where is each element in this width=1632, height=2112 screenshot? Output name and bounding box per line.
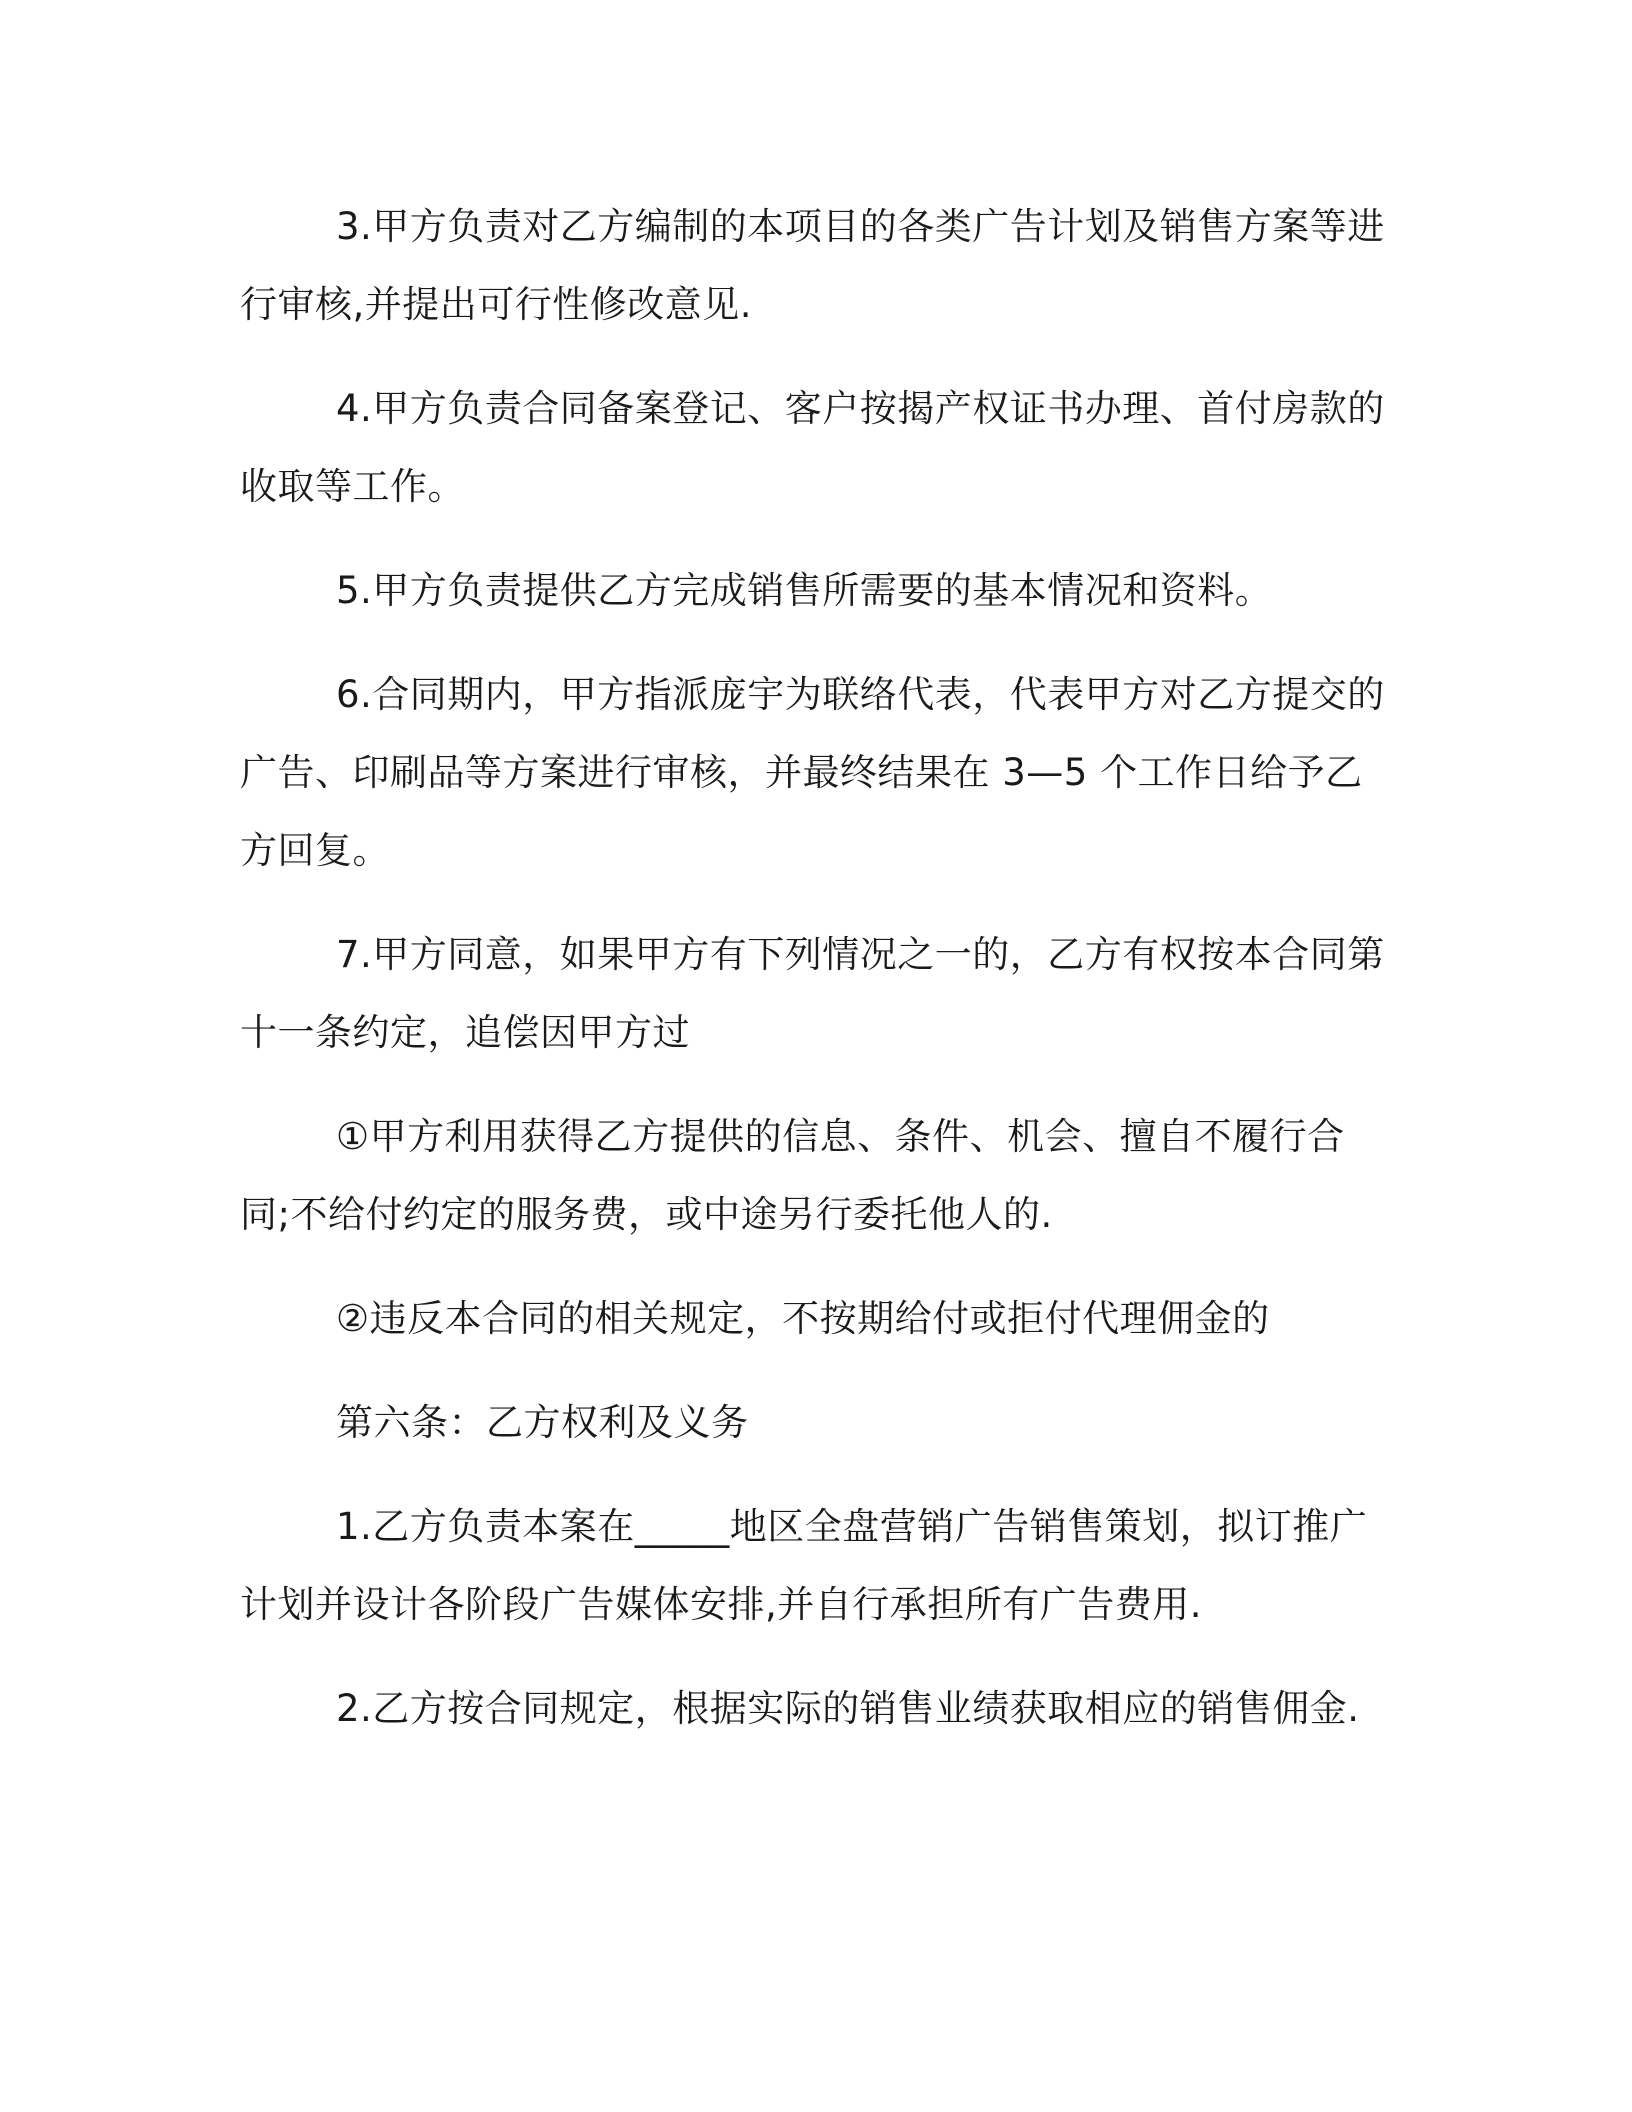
- clause-4-paragraph: 4.甲方负责合同备案登记、客户按揭产权证书办理、首付房款的收取等工作。: [240, 387, 1385, 508]
- clause-5-paragraph: 5.甲方负责提供乙方完成销售所需要的基本情况和资料。: [336, 569, 1273, 612]
- clause-7-paragraph: 7.甲方同意，如果甲方有下列情况之一的，乙方有权按本合同第十一条约定，追偿因甲方过: [240, 933, 1385, 1054]
- sub-item-1-paragraph: ①甲方利用获得乙方提供的信息、条件、机会、擅自不履行合同;不给付约定的服务费，或中途另行委托他人的.: [240, 1115, 1345, 1236]
- document-page: [240, 188, 1390, 1748]
- clause-3-paragraph: 3.甲方负责对乙方编制的本项目的各类广告计划及销售方案等进行审核,并提出可行性修改意见.: [240, 205, 1385, 326]
- party-b-clause-1-paragraph: 1.乙方负责本案在_____地区全盘营销广告销售策划，拟订推广计划并设计各阶段广告媒体安排,并自行承担所有广告费用.: [240, 1505, 1368, 1626]
- clause-6-paragraph: 6.合同期内，甲方指派庞宇为联络代表，代表甲方对乙方提交的广告、印刷品等方案进行审核，并最终结果在 3—5 个工作日给予乙方回复。: [240, 673, 1385, 872]
- article-6-heading: 第六条：乙方权利及义务: [336, 1401, 749, 1444]
- sub-item-2-paragraph: ②违反本合同的相关规定，不按期给付或拒付代理佣金的: [336, 1297, 1270, 1340]
- party-b-clause-2-paragraph: 2.乙方按合同规定，根据实际的销售业绩获取相应的销售佣金.: [336, 1687, 1360, 1730]
